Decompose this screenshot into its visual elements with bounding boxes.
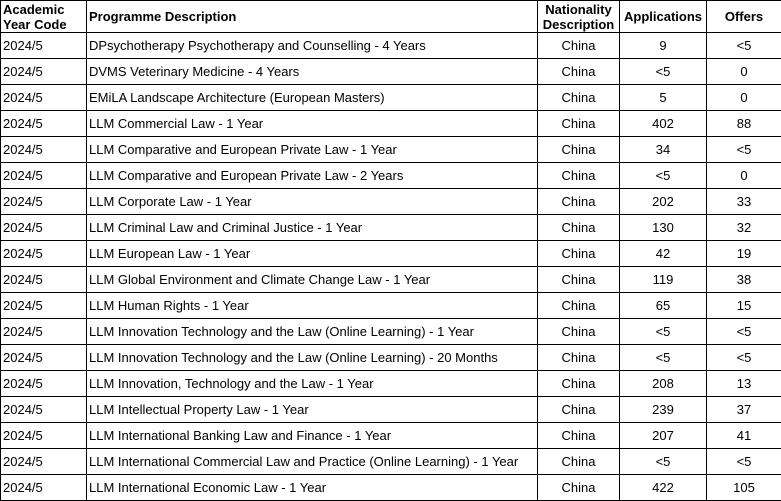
cell-offers: <5 [707,319,781,345]
cell-academic-year: 2024/5 [1,267,87,293]
cell-applications: 239 [620,397,707,423]
cell-offers: 15 [707,293,781,319]
cell-offers: 41 [707,423,781,449]
cell-applications: 65 [620,293,707,319]
cell-academic-year: 2024/5 [1,371,87,397]
cell-programme-description: LLM Innovation Technology and the Law (Online Learning) - 20 Months [87,345,538,371]
cell-programme-description: LLM Intellectual Property Law - 1 Year [87,397,538,423]
table-row [1,215,781,241]
cell-applications: 202 [620,189,707,215]
cell-programme-description: DPsychotherapy Psychotherapy and Counselling - 4 Years [87,33,538,59]
cell-academic-year: 2024/5 [1,189,87,215]
cell-offers: 38 [707,267,781,293]
table-row [1,345,781,371]
header-nationality-description [538,1,620,33]
cell-academic-year: 2024/5 [1,241,87,267]
cell-programme-description: DVMS Veterinary Medicine - 4 Years [87,59,538,85]
cell-applications: 34 [620,137,707,163]
cell-nationality: China [538,293,620,319]
cell-programme-description: LLM Human Rights - 1 Year [87,293,538,319]
table-row [1,33,781,59]
cell-academic-year: 2024/5 [1,111,87,137]
cell-offers: <5 [707,449,781,475]
cell-programme-description: LLM Corporate Law - 1 Year [87,189,538,215]
cell-applications: <5 [620,319,707,345]
cell-academic-year: 2024/5 [1,319,87,345]
header-academic-year-line1: Academic [3,1,65,17]
cell-offers: <5 [707,137,781,163]
header-academic-year-line2: Year Code [3,16,67,32]
cell-offers: 19 [707,241,781,267]
cell-nationality: China [538,163,620,189]
cell-nationality: China [538,371,620,397]
cell-academic-year: 2024/5 [1,163,87,189]
header-row [1,1,781,33]
table-row [1,397,781,423]
cell-programme-description: LLM Innovation Technology and the Law (Online Learning) - 1 Year [87,319,538,345]
cell-offers: 0 [707,163,781,189]
table-row [1,189,781,215]
cell-academic-year: 2024/5 [1,33,87,59]
header-applications: Applications [620,1,707,33]
cell-offers: 33 [707,189,781,215]
cell-offers: 32 [707,215,781,241]
table-row [1,85,781,111]
cell-programme-description: LLM Innovation, Technology and the Law - 1 Year [87,371,538,397]
header-nationality-line1: Nationality [545,1,612,17]
cell-academic-year: 2024/5 [1,475,87,501]
cell-applications: 42 [620,241,707,267]
header-academic-year-code [1,1,87,33]
cell-offers: <5 [707,345,781,371]
cell-academic-year: 2024/5 [1,345,87,371]
cell-applications: 208 [620,371,707,397]
cell-nationality: China [538,397,620,423]
cell-offers: 37 [707,397,781,423]
cell-programme-description: LLM International Banking Law and Finance - 1 Year [87,423,538,449]
header-nationality-line2: Description [542,16,615,32]
cell-academic-year: 2024/5 [1,137,87,163]
cell-nationality: China [538,319,620,345]
table-row [1,371,781,397]
cell-offers: 105 [707,475,781,501]
cell-applications: 119 [620,267,707,293]
cell-programme-description: LLM International Commercial Law and Practice (Online Learning) - 1 Year [87,449,538,475]
cell-nationality: China [538,475,620,501]
cell-nationality: China [538,345,620,371]
cell-applications: <5 [620,163,707,189]
cell-nationality: China [538,85,620,111]
table-row [1,319,781,345]
cell-academic-year: 2024/5 [1,449,87,475]
cell-programme-description: LLM European Law - 1 Year [87,241,538,267]
table-row [1,59,781,85]
cell-applications: <5 [620,59,707,85]
cell-applications: 207 [620,423,707,449]
table-row [1,475,781,501]
cell-nationality: China [538,241,620,267]
cell-offers: 0 [707,59,781,85]
cell-nationality: China [538,59,620,85]
cell-offers: 0 [707,85,781,111]
cell-applications: 5 [620,85,707,111]
cell-programme-description: LLM International Economic Law - 1 Year [87,475,538,501]
cell-academic-year: 2024/5 [1,423,87,449]
table-row [1,293,781,319]
cell-nationality: China [538,111,620,137]
cell-offers: <5 [707,33,781,59]
table-row [1,111,781,137]
cell-nationality: China [538,137,620,163]
cell-academic-year: 2024/5 [1,85,87,111]
cell-applications: <5 [620,449,707,475]
cell-applications: 130 [620,215,707,241]
cell-applications: 422 [620,475,707,501]
cell-programme-description: LLM Global Environment and Climate Change Law - 1 Year [87,267,538,293]
cell-programme-description: LLM Comparative and European Private Law - 2 Years [87,163,538,189]
table-row [1,241,781,267]
cell-academic-year: 2024/5 [1,397,87,423]
cell-academic-year: 2024/5 [1,293,87,319]
table-row [1,267,781,293]
cell-academic-year: 2024/5 [1,215,87,241]
cell-nationality: China [538,267,620,293]
cell-programme-description: LLM Comparative and European Private Law - 1 Year [87,137,538,163]
cell-nationality: China [538,189,620,215]
table-row [1,137,781,163]
table-row [1,163,781,189]
header-programme-description: Programme Description [87,1,538,33]
cell-applications: 9 [620,33,707,59]
table-body [1,33,781,501]
cell-programme-description: LLM Criminal Law and Criminal Justice - 1 Year [87,215,538,241]
cell-applications: <5 [620,345,707,371]
cell-applications: 402 [620,111,707,137]
header-offers: Offers [707,1,781,33]
cell-nationality: China [538,33,620,59]
cell-programme-description: EMiLA Landscape Architecture (European Masters) [87,85,538,111]
table-row [1,423,781,449]
cell-nationality: China [538,449,620,475]
cell-offers: 13 [707,371,781,397]
cell-offers: 88 [707,111,781,137]
cell-programme-description: LLM Commercial Law - 1 Year [87,111,538,137]
cell-nationality: China [538,215,620,241]
cell-academic-year: 2024/5 [1,59,87,85]
table-row [1,449,781,475]
cell-nationality: China [538,423,620,449]
